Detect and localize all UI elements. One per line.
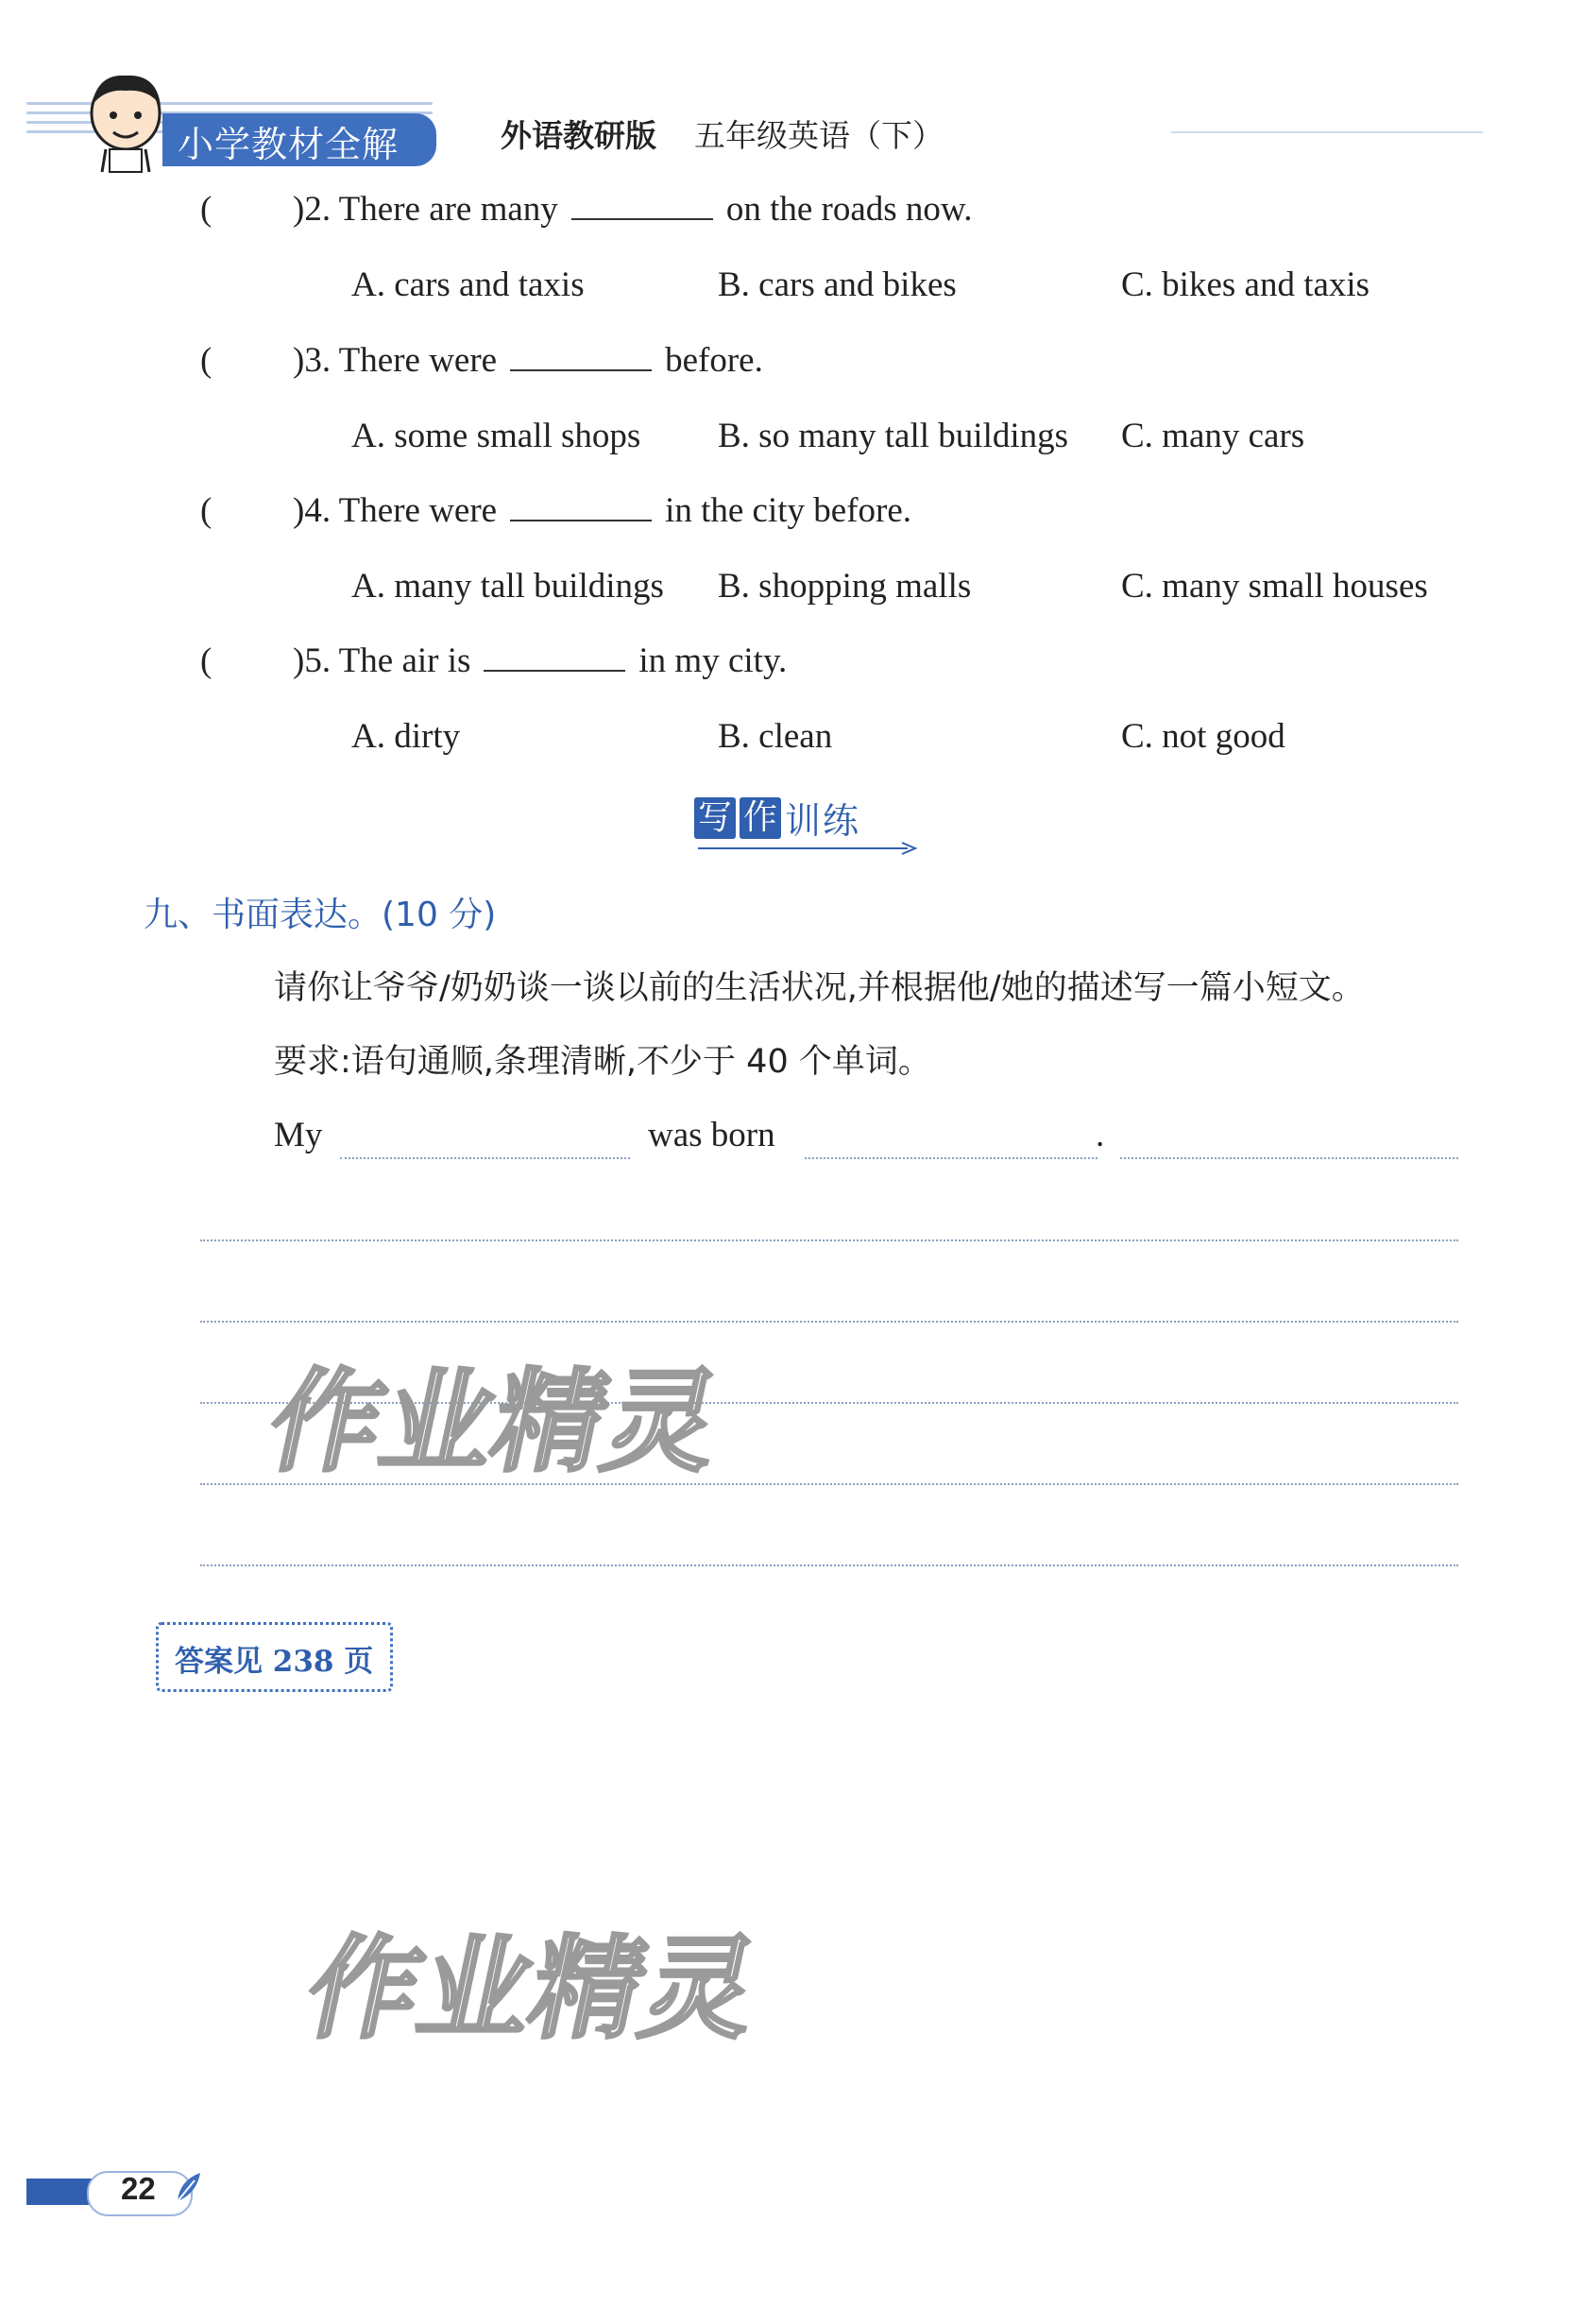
- option-c: C. many cars: [1121, 417, 1305, 455]
- question-3: [293, 340, 763, 381]
- question-4: [293, 490, 911, 531]
- section-9-title: 九、书面表达。(10 分): [144, 896, 497, 934]
- answer-paren: (: [200, 190, 213, 229]
- watermark: 作业精灵: [258, 1357, 732, 1487]
- question-stem-after: in the city before.: [665, 491, 912, 530]
- option-c: C. many small houses: [1121, 567, 1428, 606]
- publisher-label: 外语教研版: [501, 117, 656, 154]
- banner-arrow-icon: [694, 841, 921, 856]
- option-a: A. cars and taxis: [351, 265, 585, 304]
- option-a: A. some small shops: [351, 417, 641, 455]
- brand-title: 小学教材全解: [178, 124, 400, 165]
- answer-paren: (: [200, 641, 213, 680]
- question-2: [293, 189, 972, 230]
- answer-blank: [484, 641, 625, 672]
- answer-paren: (: [200, 491, 213, 530]
- question-stem-before: There were: [338, 341, 498, 380]
- page-number: 22: [121, 2171, 156, 2206]
- option-c: C. not good: [1121, 717, 1285, 756]
- option-c: C. bikes and taxis: [1121, 265, 1370, 304]
- section-9-instruction: 请你让爷爷/奶奶谈一谈以前的生活状况,并根据他/她的描述写一篇小短文。: [274, 969, 1365, 1007]
- question-number: )5.: [293, 641, 332, 680]
- writing-line[interactable]: [200, 1239, 1458, 1241]
- answer-blank: [510, 491, 652, 521]
- question-number: )2.: [293, 190, 332, 229]
- writing-start-my: My: [274, 1116, 323, 1154]
- question-stem-after: on the roads now.: [725, 190, 973, 229]
- option-b: B. cars and bikes: [718, 265, 957, 304]
- page-number-bar: [26, 2179, 94, 2205]
- banner-box-2: 作: [740, 797, 781, 839]
- question-stem-before: The air is: [338, 641, 471, 680]
- writing-practice-banner: [694, 792, 930, 858]
- writing-period: .: [1096, 1116, 1105, 1154]
- answer-reference: 答案见 238 页: [175, 1645, 374, 1679]
- question-stem-after: before.: [665, 341, 763, 380]
- watermark: 作业精灵: [296, 1923, 770, 2054]
- writing-line[interactable]: [1120, 1157, 1458, 1159]
- question-5: [293, 641, 787, 681]
- writing-was-born: was born: [648, 1116, 775, 1154]
- banner-box-1: 写: [694, 797, 736, 839]
- leaf-icon: [172, 2169, 204, 2207]
- writing-line[interactable]: [805, 1157, 1097, 1159]
- grade-label: 五年级英语（下）: [694, 117, 944, 154]
- answer-blank: [510, 341, 652, 371]
- question-stem-before: There were: [338, 491, 498, 530]
- option-a: A. dirty: [351, 717, 461, 756]
- question-stem-before: There are many: [338, 190, 558, 229]
- option-b: B. clean: [718, 717, 833, 756]
- mascot-boy-icon: [74, 68, 178, 174]
- option-b: B. so many tall buildings: [718, 417, 1069, 455]
- writing-line[interactable]: [200, 1321, 1458, 1323]
- answer-blank: [571, 190, 713, 220]
- question-number: )4.: [293, 491, 332, 530]
- question-stem-after: in my city.: [638, 641, 788, 680]
- option-a: A. many tall buildings: [351, 567, 664, 606]
- answer-paren: (: [200, 341, 213, 380]
- question-number: )3.: [293, 341, 332, 380]
- writing-line[interactable]: [200, 1564, 1458, 1566]
- option-b: B. shopping malls: [718, 567, 972, 606]
- header-rule: [1171, 131, 1483, 133]
- section-9-requirement: 要求:语句通顺,条理清晰,不少于 40 个单词。: [274, 1043, 931, 1081]
- writing-line[interactable]: [340, 1157, 630, 1159]
- banner-text: 训练: [785, 800, 861, 842]
